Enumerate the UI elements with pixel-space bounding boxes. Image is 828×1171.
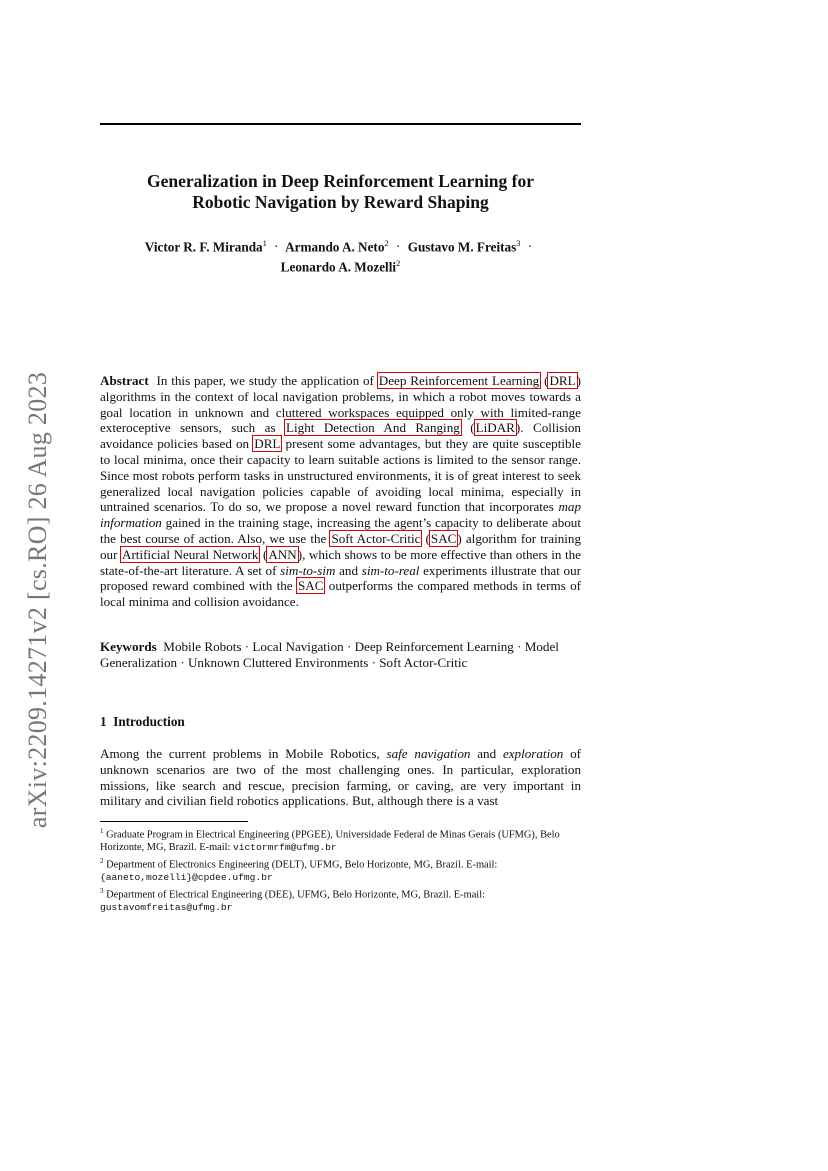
- intro-text: Among the current problems in Mobile Robotics,: [100, 746, 387, 761]
- footnote-text: Department of Electronics Engineering (DELT), UFMG, Belo Horizonte, MG, Brazil. E-mail:: [106, 859, 498, 871]
- footnote-email[interactable]: gustavomfreitas@ufmg.br: [100, 902, 233, 914]
- author-line-2: [100, 255, 581, 275]
- intro-emphasis: safe navigation: [386, 746, 471, 761]
- abstract-text: present some advantages, but they are quite susceptible to local minima, once their capacity to learn suitable actions is limited to the sensor range. Since most robots perform tasks in unstructured environments, it is of great interest to seek generalized local navigation policies capable of avoiding local minima, especially in untrained scenarios. To do so, we propose a novel reward function that incorporates: [100, 436, 581, 515]
- author-list: [100, 235, 581, 276]
- acronym-link-drl[interactable]: DRL: [549, 373, 576, 388]
- footnotes: [100, 825, 581, 915]
- title-line-1: Generalization in Deep Reinforcement Learning for: [146, 171, 535, 191]
- abstract-text: and: [335, 562, 362, 578]
- author-affiliation: 1: [262, 238, 267, 248]
- footnote-text: Graduate Program in Electrical Engineering (PPGEE), Universidade Federal de Minas Gerais (UFMG), Belo Horizonte, MG, Brazil. E-mail:: [100, 829, 560, 854]
- abstract-text: outperforms the compared methods in terms of local minima and collision avoidance.: [100, 578, 581, 610]
- footnote-email[interactable]: victormrfm@ufmg.br: [233, 842, 337, 854]
- abstract-emphasis: sim-to-real: [361, 562, 420, 578]
- footnote-email[interactable]: {aaneto,mozelli}@cpdee.ufmg.br: [100, 872, 273, 884]
- author-name: Victor R. F. Miranda: [144, 239, 263, 255]
- acronym-link-lidar[interactable]: LiDAR: [475, 420, 515, 436]
- footnote-text: Department of Electrical Engineering (DEE), UFMG, Belo Horizonte, MG, Brazil. E-mail:: [106, 889, 485, 901]
- author-affiliation: 3: [516, 238, 521, 248]
- paper-title: [100, 171, 581, 213]
- acronym-link-lidar-full[interactable]: Light Detection And Ranging: [286, 420, 460, 436]
- abstract-text: ), which shows to be more effective than others in the state-of-the-art literature. A set of: [100, 546, 581, 578]
- abstract-label: Abstract: [100, 373, 149, 388]
- acronym-link-ann-full[interactable]: Artificial Neural Network: [121, 546, 259, 562]
- keywords-label: Keywords: [100, 639, 157, 654]
- author-affiliation: 2: [384, 238, 389, 248]
- acronym-link-sac[interactable]: SAC: [297, 578, 324, 594]
- section-title: Introduction: [113, 714, 185, 729]
- abstract-text: ) algorithms in the context of local navigation problems, in which a robot moves towards a goal location in unknown and cluttered workspaces equipped only with limited-range exteroceptive sensors, such as: [100, 373, 581, 436]
- footnote-1: [100, 825, 581, 855]
- acronym-link-sac[interactable]: SAC: [430, 530, 457, 546]
- abstract-text: ) algorithm for training our: [100, 530, 581, 562]
- footnote-2: [100, 855, 581, 885]
- section-number: 1: [100, 714, 107, 729]
- footnote-marker: 3: [100, 887, 104, 896]
- intro-text: and: [470, 746, 503, 761]
- intro-emphasis: exploration: [502, 746, 564, 761]
- author-name: Gustavo M. Freitas: [407, 239, 517, 255]
- abstract: [100, 373, 581, 610]
- footnote-marker: 2: [100, 857, 104, 866]
- abstract-text: (: [421, 530, 430, 546]
- keywords: [100, 639, 581, 671]
- author-separator: ·: [527, 239, 533, 255]
- abstract-text: (: [460, 420, 475, 436]
- abstract-text: (: [259, 546, 268, 562]
- acronym-link-ann[interactable]: ANN: [268, 546, 297, 562]
- author-name: Leonardo A. Mozelli: [280, 259, 397, 275]
- section-heading: [100, 714, 581, 730]
- intro-text: of unknown scenarios are two of the most challenging ones. In particular, exploration missions, like search and rescue, precision farming, or caving, are very important in military and civilian field robotics applications. But, although there is a vast: [100, 746, 582, 809]
- author-separator: ·: [274, 239, 279, 255]
- footnote-rule: [100, 821, 248, 822]
- author-separator: ·: [395, 239, 401, 255]
- abstract-text: gained in the training stage, increasing the agent’s capacity to deliberate about the best course of action. Also, we use the: [100, 515, 581, 546]
- abstract-text: (: [540, 373, 549, 388]
- top-rule: [100, 123, 581, 125]
- abstract-text: ). Collision avoidance policies based on: [100, 420, 581, 452]
- introduction-paragraph: [100, 746, 581, 809]
- author-line-1: [100, 235, 581, 255]
- acronym-link-drl[interactable]: DRL: [254, 436, 281, 452]
- keywords-text: Mobile Robots · Local Navigation · Deep Reinforcement Learning · Model Generalization · Unknown Cluttered Environments · Soft Actor-Critic: [100, 639, 559, 670]
- abstract-text: experiments illustrate that our proposed reward combined with the: [100, 562, 582, 594]
- title-line-2: Robotic Navigation by Reward Shaping: [192, 192, 489, 212]
- author-name: Armando A. Neto: [285, 239, 385, 255]
- acronym-link-sac-full[interactable]: Soft Actor-Critic: [331, 530, 421, 546]
- footnote-3: [100, 885, 581, 915]
- footnote-marker: 1: [100, 827, 104, 835]
- abstract-emphasis: map information: [100, 499, 581, 531]
- acronym-link-drl-full[interactable]: Deep Reinforcement Learning: [378, 373, 540, 388]
- author-affiliation: 2: [396, 258, 401, 269]
- abstract-text: In this paper, we study the application of: [156, 373, 378, 388]
- abstract-emphasis: sim-to-sim: [280, 562, 336, 578]
- arxiv-identifier: arXiv:2209.14271v2 [cs.RO] 26 Aug 2023: [23, 371, 52, 829]
